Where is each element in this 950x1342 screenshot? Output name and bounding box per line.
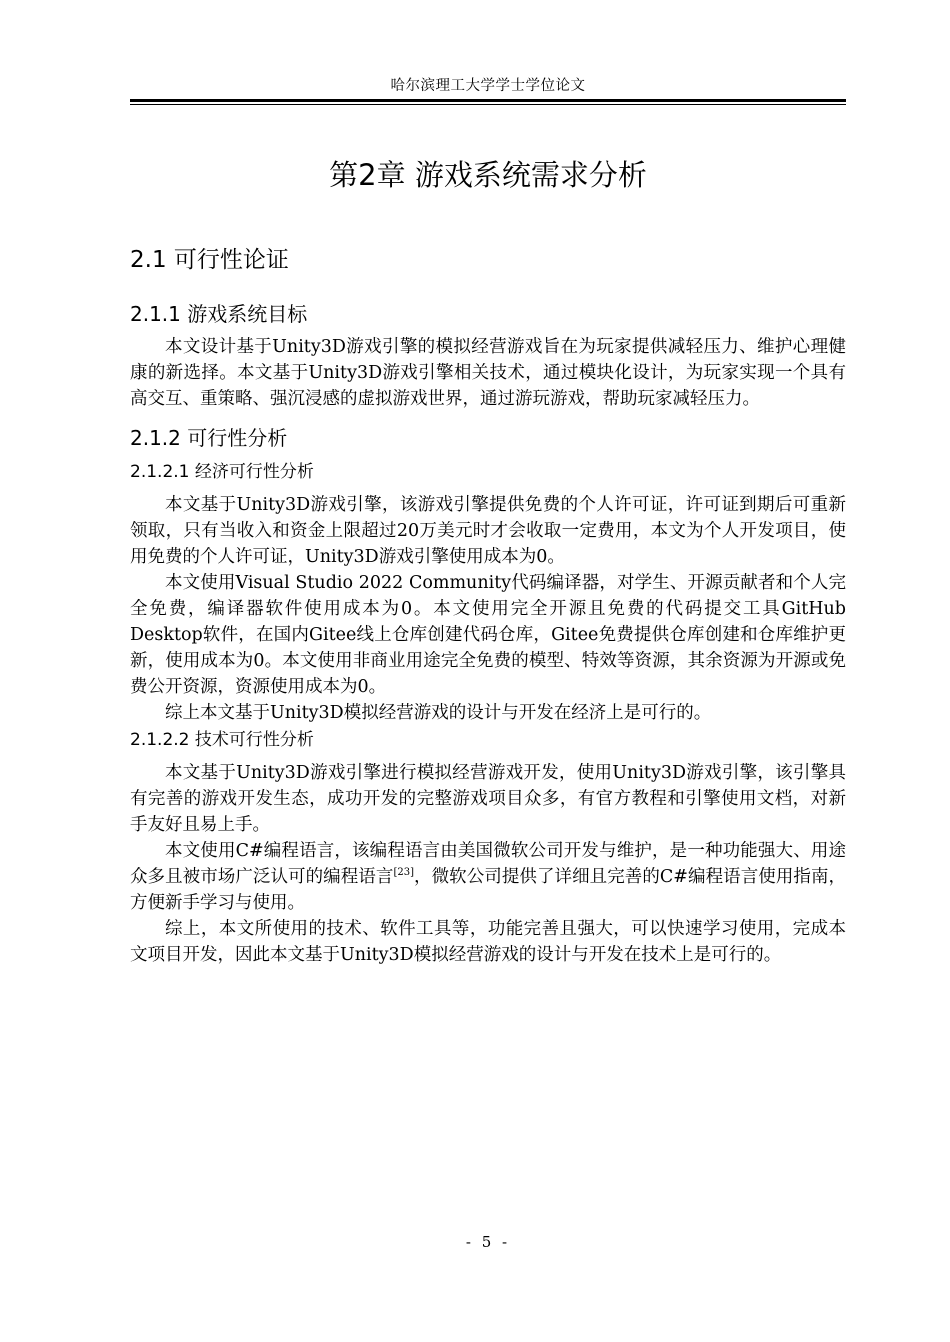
- page-number: - 5 -: [465, 1233, 511, 1251]
- citation-marker[interactable]: [23]: [393, 867, 414, 879]
- header-rule-thin: [130, 104, 846, 105]
- paragraph-technical-2: [130, 838, 846, 916]
- paragraph-technical-2-text-before: 本文使用C#编程语言，该编程语言由美国微软公司开发与维护，是一种功能强大、用途众多且被市场广泛认可的编程语言: [130, 841, 846, 887]
- paragraph-technical-1: 本文基于Unity3D游戏引擎进行模拟经营游戏开发，使用Unity3D游戏引擎，该引擎具有完善的游戏开发生态，成功开发的完整游戏项目众多，有官方教程和引擎使用文档，对新手友好且易上手。: [130, 763, 846, 835]
- paragraph-economic-2: 本文使用Visual Studio 2022 Community代码编译器，对学生、开源贡献者和个人完全免费，编译器软件使用成本为0。本文使用完全开源且免费的代码提交工具GitHub Desktop软件，在国内Gitee线上仓库创建代码仓库，Gitee免费提供仓库创建和仓库维护更新，使用成本为0。本文使用非商业用途完全免费的模型、特效等资源，其余资源为开源或免费公开资源，资源使用成本为0。: [130, 573, 846, 697]
- paragraph-economic-1: 本文基于Unity3D游戏引擎，该游戏引擎提供免费的个人许可证，许可证到期后可重新领取，只有当收入和资金上限超过20万美元时才会收取一定费用，本文为个人开发项目，使用免费的个人许可证，Unity3D游戏引擎使用成本为0。: [130, 495, 846, 567]
- section-heading-2-1-2-2: 2.1.2.2 技术可行性分析: [130, 730, 314, 750]
- section-heading-2-1-2-1: 2.1.2.1 经济可行性分析: [130, 462, 314, 482]
- paragraph-technical-3: 综上，本文所使用的技术、软件工具等，功能完善且强大，可以快速学习使用，完成本文项目开发，因此本文基于Unity3D模拟经营游戏的设计与开发在技术上是可行的。: [130, 919, 846, 965]
- paragraph-economic-3: 综上本文基于Unity3D模拟经营游戏的设计与开发在经济上是可行的。: [165, 703, 712, 723]
- paragraph-technical-2-text-after: ，微软公司提供了详细且完善的C#编程语言使用指南，方便新手学习与使用。: [130, 867, 847, 913]
- header-rule-thick: [130, 99, 846, 102]
- section-heading-2-1-2: 2.1.2 可行性分析: [130, 426, 288, 450]
- chapter-title: 第2章 游戏系统需求分析: [329, 158, 647, 192]
- running-header: 哈尔滨理工大学学士学位论文: [390, 78, 586, 94]
- paragraph-system-goal: 本文设计基于Unity3D游戏引擎的模拟经营游戏旨在为玩家提供减轻压力、维护心理健康的新选择。本文基于Unity3D游戏引擎相关技术，通过模块化设计，为玩家实现一个具有高交互、重策略、强沉浸感的虚拟游戏世界，通过游玩游戏，帮助玩家减轻压力。: [130, 337, 846, 409]
- section-heading-2-1: 2.1 可行性论证: [130, 247, 289, 273]
- page-body: [130, 150, 846, 968]
- section-heading-2-1-1: 2.1.1 游戏系统目标: [130, 302, 308, 326]
